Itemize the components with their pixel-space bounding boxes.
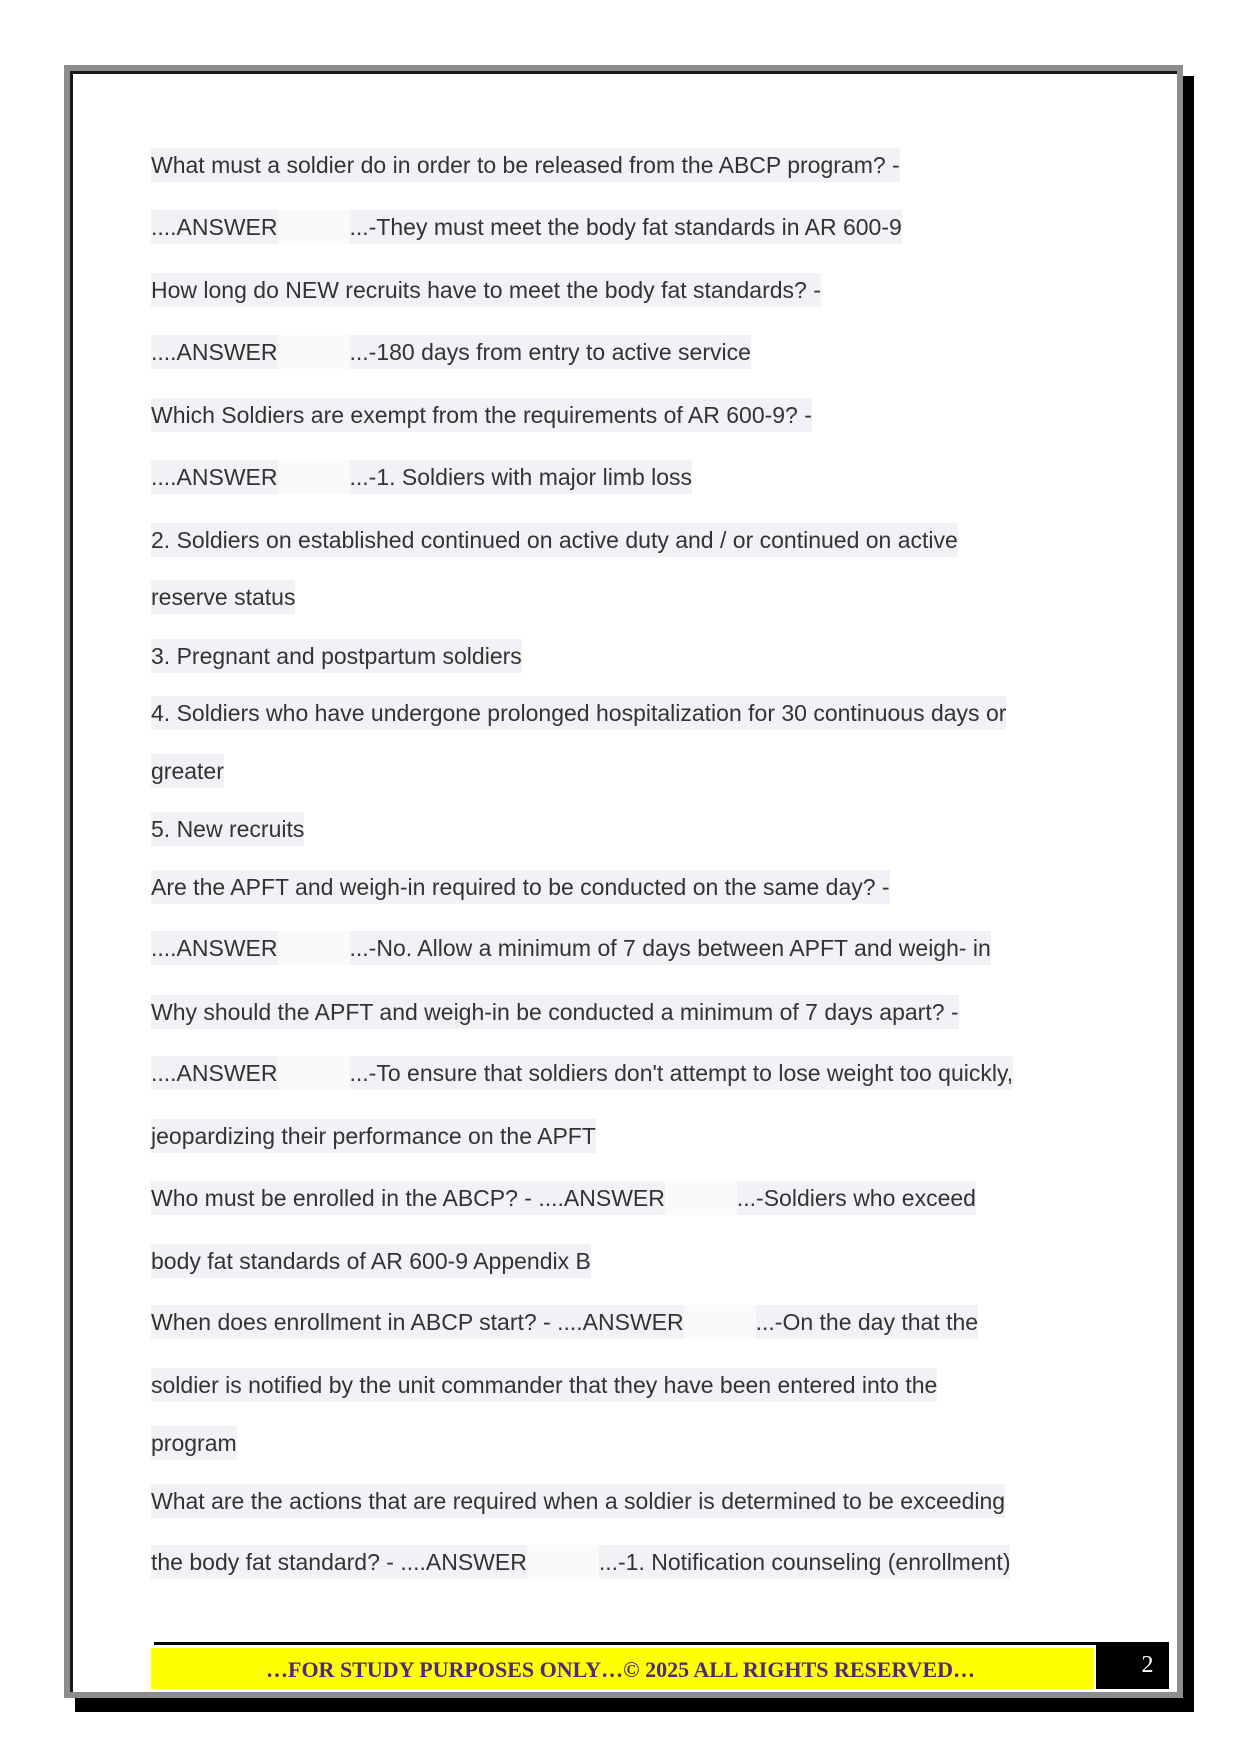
answer-label: ....ANSWER	[151, 460, 278, 494]
text-run: Which Soldiers are exempt from the requirements of AR 600-9? -	[151, 398, 812, 432]
question-line	[151, 398, 812, 432]
list-item-line	[151, 523, 958, 557]
question-line	[151, 870, 890, 904]
page-number: 2	[1141, 1652, 1154, 1678]
text-run: jeopardizing their performance on the APFT	[151, 1119, 596, 1153]
answer-label: ....ANSWER	[151, 1056, 278, 1090]
answer-gap	[278, 335, 350, 369]
text-run: Are the APFT and weigh-in required to be conducted on the same day? -	[151, 870, 890, 904]
answer-text: ...-To ensure that soldiers don't attempt to lose weight too quickly,	[350, 1056, 1014, 1090]
answer-text: ...-Soldiers who exceed	[737, 1181, 976, 1215]
text-run: program	[151, 1426, 237, 1460]
footer-rule	[154, 1642, 1169, 1645]
continuation-line	[151, 754, 224, 788]
text-run: Why should the APFT and weigh-in be conducted a minimum of 7 days apart? -	[151, 995, 959, 1029]
text-run: What must a soldier do in order to be released from the ABCP program? -	[151, 148, 900, 182]
question-with-answer-label: the body fat standard? - ....ANSWER	[151, 1545, 527, 1579]
answer-line	[151, 1056, 1013, 1090]
answer-label: ....ANSWER	[151, 335, 278, 369]
text-run: What are the actions that are required when a soldier is determined to be exceeding	[151, 1484, 1005, 1518]
answer-line	[151, 210, 902, 244]
answer-line	[151, 460, 692, 494]
answer-text: ...-No. Allow a minimum of 7 days between APFT and weigh- in	[350, 931, 991, 965]
question-answer-line	[151, 1305, 978, 1339]
continuation-line	[151, 1119, 596, 1153]
text-run: soldier is notified by the unit commander that they have been entered into the	[151, 1368, 937, 1402]
text-run: body fat standards of AR 600-9 Appendix B	[151, 1244, 591, 1278]
answer-text: ...-180 days from entry to active service	[350, 335, 751, 369]
list-item-line	[151, 812, 304, 846]
answer-gap	[527, 1545, 599, 1579]
copyright-notice: …FOR STUDY PURPOSES ONLY…© 2025 ALL RIGHTS RESERVED…	[266, 1657, 976, 1682]
text-run: greater	[151, 754, 224, 788]
question-answer-line	[151, 1181, 976, 1215]
question-answer-line	[151, 1545, 1010, 1579]
text-run: 2. Soldiers on established continued on active duty and / or continued on active	[151, 523, 958, 557]
question-line	[151, 273, 821, 307]
continuation-line	[151, 580, 295, 614]
answer-gap	[278, 210, 350, 244]
answer-gap	[278, 1056, 350, 1090]
question-line	[151, 148, 900, 182]
answer-text: ...-On the day that the	[756, 1305, 978, 1339]
answer-line	[151, 931, 991, 965]
page-number-box	[1096, 1645, 1169, 1689]
continuation-line	[151, 1426, 237, 1460]
answer-gap	[278, 931, 350, 965]
continuation-line	[151, 1368, 937, 1402]
question-line	[151, 1484, 1005, 1518]
answer-label: ....ANSWER	[151, 931, 278, 965]
text-run: reserve status	[151, 580, 295, 614]
list-item-line	[151, 639, 522, 673]
question-line	[151, 995, 959, 1029]
question-with-answer-label: When does enrollment in ABCP start? - ....ANSWER	[151, 1305, 684, 1339]
answer-text: ...-They must meet the body fat standards in AR 600-9	[350, 210, 902, 244]
answer-label: ....ANSWER	[151, 210, 278, 244]
question-with-answer-label: Who must be enrolled in the ABCP? - ....ANSWER	[151, 1181, 665, 1215]
answer-gap	[684, 1305, 756, 1339]
answer-line	[151, 335, 751, 369]
answer-gap	[665, 1181, 737, 1215]
footer-banner	[151, 1648, 1094, 1689]
answer-gap	[278, 460, 350, 494]
text-run: How long do NEW recruits have to meet the body fat standards? -	[151, 273, 821, 307]
list-item-line	[151, 696, 1006, 730]
text-run: 5. New recruits	[151, 812, 304, 846]
answer-text: ...-1. Soldiers with major limb loss	[350, 460, 693, 494]
answer-text: ...-1. Notification counseling (enrollment)	[599, 1545, 1011, 1579]
text-run: 4. Soldiers who have undergone prolonged hospitalization for 30 continuous days or	[151, 696, 1006, 730]
text-run: 3. Pregnant and postpartum soldiers	[151, 639, 522, 673]
continuation-line	[151, 1244, 591, 1278]
